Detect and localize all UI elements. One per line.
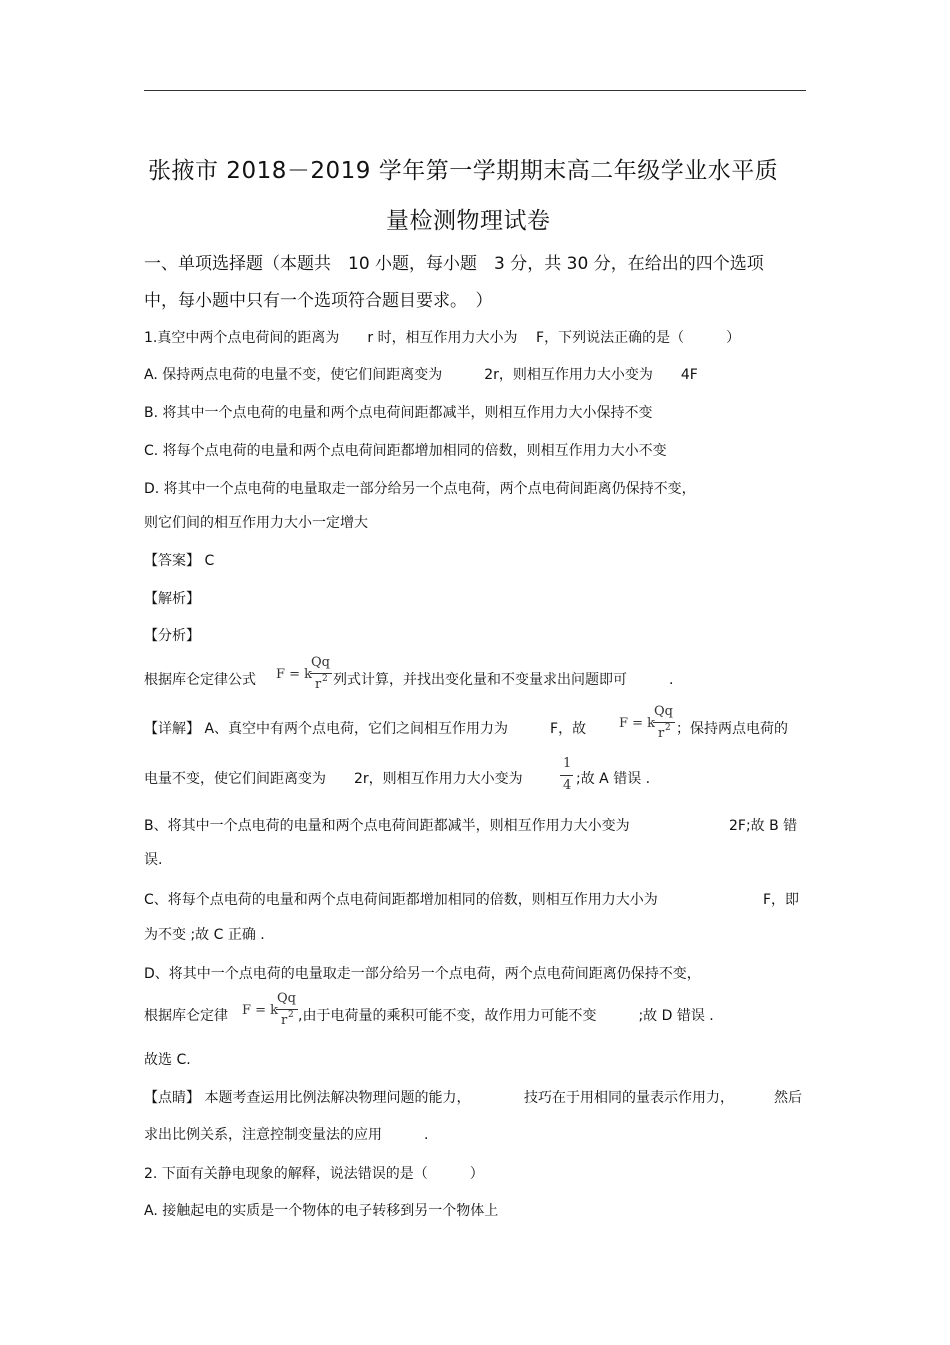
formula-numerator: Qq: [311, 655, 330, 670]
remark-line1-part1: 【点睛】 本题考查运用比例法解决物理问题的能力，: [144, 1090, 471, 1106]
formula-exponent: 2: [322, 674, 328, 684]
page-title-line2: 量检测物理试卷: [386, 208, 551, 234]
fraction-numerator: 1: [563, 756, 572, 771]
detail-a-line2-suffix: ;故 A 错误 .: [576, 771, 651, 787]
question-2-option-a: A. 接触起电的实质是一个物体的电子转移到另一个物体上: [144, 1203, 499, 1219]
fraction-denominator: 4: [563, 778, 572, 793]
fraction-bar: [276, 1009, 298, 1010]
formula-numerator: Qq: [654, 704, 673, 719]
section-heading-line2: 中，每小题中只有一个选项符合题目要求。 ）: [144, 291, 493, 311]
detail-a-line2-prefix: 电量不变，使它们间距离变为 2r，则相互作用力大小变为: [144, 771, 523, 787]
formula-exponent: 2: [288, 1010, 294, 1020]
analysis-text-suffix: 列式计算，并找出变化量和不变量求出问题即可 .: [333, 672, 674, 688]
fraction-bar: [560, 775, 573, 776]
detail-b-line1: B、将其中一个点电荷的电量和两个点电荷间距都减半，则相互作用力大小变为: [144, 818, 630, 834]
formula-denominator: r: [658, 726, 665, 741]
analysis-label: 【分析】: [144, 628, 200, 644]
remark-line1-part3: 然后: [774, 1090, 802, 1106]
fraction-bar: [653, 722, 675, 723]
final-choice: 故选 C.: [144, 1052, 191, 1068]
formula-denominator: r: [281, 1013, 288, 1028]
formula-numerator: Qq: [277, 991, 296, 1006]
detail-b-line2: 误.: [144, 852, 163, 868]
page-title-line1: 张掖市 2018－2019 学年第一学期期末高二年级学业水平质: [148, 158, 779, 184]
analysis-text-prefix: 根据库仑定律公式: [144, 672, 256, 688]
question-2-stem: 2. 下面有关静电现象的解释，说法错误的是（ ）: [144, 1166, 484, 1182]
detail-d-line2-suffix: ,由于电荷量的乘积可能不变，故作用力可能不变 ;故 D 错误 .: [298, 1008, 714, 1024]
fraction-bar: [310, 673, 332, 674]
formula-lhs: F = k: [276, 667, 313, 682]
question-1-option-d-line2: 则它们间的相互作用力大小一定增大: [144, 515, 368, 531]
question-1-option-a: A. 保持两点电荷的电量不变，使它们间距离变为 2r，则相互作用力大小变为 4F: [144, 367, 698, 383]
coulomb-formula-3: [242, 991, 300, 1037]
detail-a-line1-suffix: ；保持两点电荷的: [676, 721, 788, 737]
quarter-fraction: [560, 756, 574, 796]
formula-denominator: r: [315, 677, 322, 692]
question-1-option-b: B. 将其中一个点电荷的电量和两个点电荷间距都减半，则相互作用力大小保持不变: [144, 405, 653, 421]
question-1-stem: 1.真空中两个点电荷间的距离为 r 时，相互作用力大小为 F，下列说法正确的是（ ）: [144, 330, 741, 346]
remark-line2: 求出比例关系，注意控制变量法的应用 .: [144, 1127, 429, 1143]
detail-c-line1: C、将每个点电荷的电量和两个点电荷间距都增加相同的倍数，则相互作用力大小为: [144, 892, 658, 908]
explanation-label: 【解析】: [144, 591, 200, 607]
header-rule: [144, 90, 806, 91]
detail-c-line2: 为不变 ;故 C 正确 .: [144, 927, 265, 943]
formula-exponent: 2: [665, 723, 671, 733]
detail-d-line2-prefix: 根据库仑定律: [144, 1008, 228, 1024]
detail-a-line1-prefix: 【详解】 A、真空中有两个点电荷，它们之间相互作用力为 F，故: [144, 721, 587, 737]
question-1-option-c: C. 将每个点电荷的电量和两个点电荷间距都增加相同的倍数，则相互作用力大小不变: [144, 443, 667, 459]
section-heading-line1: 一、单项选择题（本题共 10 小题，每小题 3 分，共 30 分，在给出的四个选项: [144, 254, 764, 274]
detail-c-line1-right: F，即: [763, 892, 800, 908]
remark-line1-part2: 技巧在于用相同的量表示作用力，: [524, 1090, 734, 1106]
coulomb-formula-2: [619, 704, 677, 750]
detail-b-line1-right: 2F;故 B 错: [729, 818, 798, 834]
answer-label: 【答案】 C: [144, 553, 215, 569]
detail-d-line1: D、将其中一个点电荷的电量取走一部分给另一个点电荷，两个点电荷间距离仍保持不变，: [144, 966, 701, 982]
formula-lhs: F = k: [619, 716, 656, 731]
question-1-option-d-line1: D. 将其中一个点电荷的电量取走一部分给另一个点电荷，两个点电荷间距离仍保持不变，: [144, 481, 696, 497]
formula-lhs: F = k: [242, 1003, 279, 1018]
coulomb-formula-1: [276, 655, 334, 701]
